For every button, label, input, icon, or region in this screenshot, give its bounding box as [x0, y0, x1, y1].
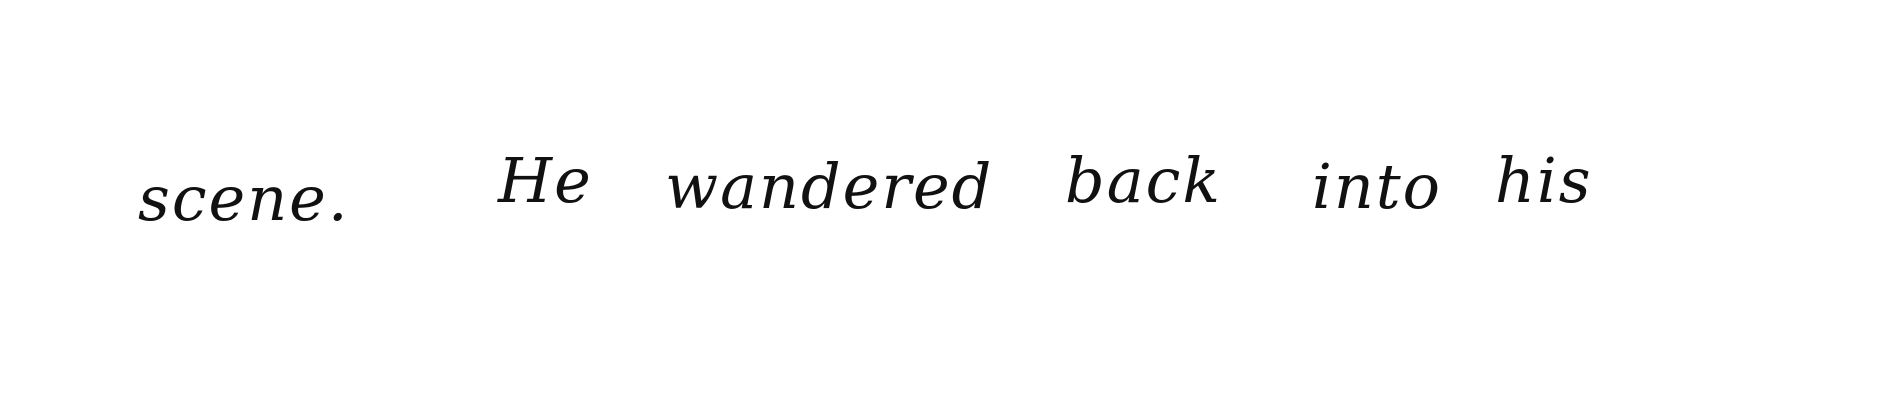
word-5: into: [1312, 150, 1443, 223]
word-2: He: [498, 144, 593, 217]
word-1: scene.: [138, 162, 350, 235]
word-6: his: [1495, 144, 1593, 217]
word-3: wandered: [665, 150, 994, 223]
word-4: back: [1065, 144, 1222, 217]
